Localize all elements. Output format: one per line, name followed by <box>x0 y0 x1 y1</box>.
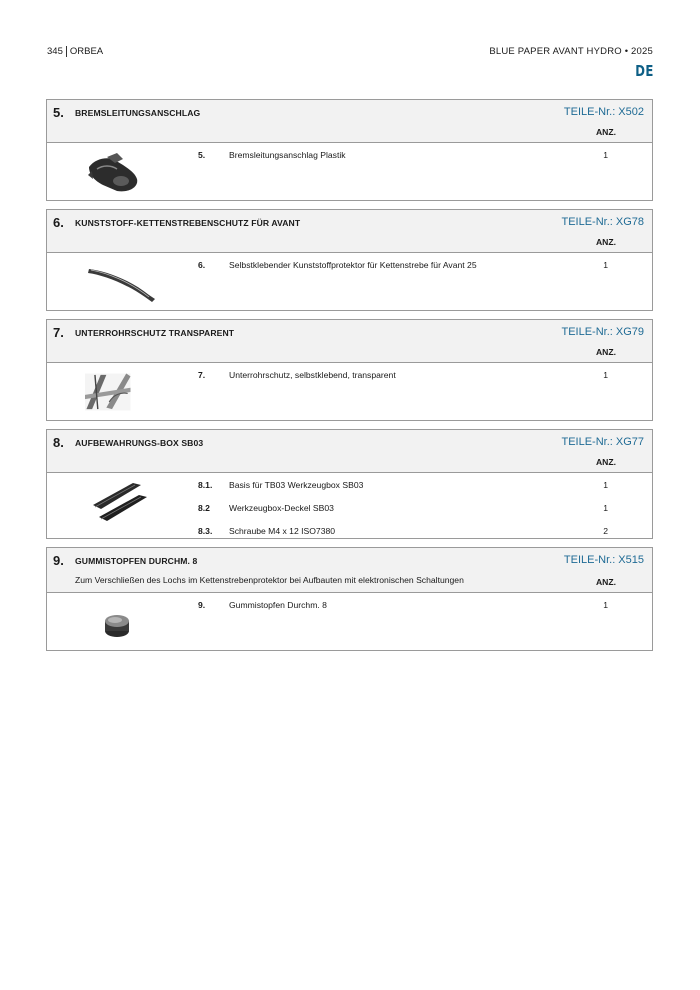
part-section-6 <box>46 209 653 311</box>
row-number: 9. <box>198 600 206 610</box>
row-description: Gummistopfen Durchm. 8 <box>229 600 327 610</box>
section-header <box>47 210 652 253</box>
row-description: Werkzeugbox-Deckel SB03 <box>229 503 334 513</box>
qty-header: ANZ. <box>595 577 616 587</box>
part-section-5 <box>46 99 653 201</box>
part-row <box>47 480 652 494</box>
section-header <box>47 548 652 593</box>
row-description: Selbstklebender Kunststoffprotektor für Kettenstrebe für Avant 25 <box>229 260 477 270</box>
row-number: 8.1. <box>198 480 213 490</box>
section-title: KUNSTSTOFF-KETTENSTREBENSCHUTZ FÜR AVANT <box>75 218 301 228</box>
section-note: Zum Verschließen des Lochs im Kettenstrebenprotektor bei Aufbauten mit elektronischen Schaltungen <box>75 575 464 585</box>
section-header <box>47 100 652 143</box>
part-row <box>47 503 652 517</box>
section-number: 6. <box>53 215 64 230</box>
part-number: TEILE-Nr.: XG79 <box>561 326 644 338</box>
qty-header: ANZ. <box>595 457 616 467</box>
document-title: BLUE PAPER AVANT HYDRO • 2025 <box>489 46 653 57</box>
section-header <box>47 430 652 473</box>
section-title: GUMMISTOPFEN DURCHM. 8 <box>75 556 198 566</box>
row-quantity: 1 <box>603 480 608 490</box>
row-quantity: 1 <box>603 600 608 610</box>
part-row <box>47 526 652 540</box>
header-divider <box>66 46 67 57</box>
row-description: Unterrohrschutz, selbstklebend, transparent <box>229 370 396 380</box>
section-title: AUFBEWAHRUNGS-BOX SB03 <box>75 438 204 448</box>
part-number: TEILE-Nr.: XG77 <box>561 436 644 448</box>
part-number: TEILE-Nr.: X502 <box>563 106 644 118</box>
section-number: 8. <box>53 435 64 450</box>
part-section-7 <box>46 319 653 421</box>
row-number: 8.3. <box>198 526 213 536</box>
qty-header: ANZ. <box>595 127 616 137</box>
part-row <box>47 370 652 384</box>
part-row <box>47 600 652 614</box>
page-header-left <box>47 46 103 57</box>
brand-name: ORBEA <box>69 46 104 57</box>
part-section-8 <box>46 429 653 539</box>
qty-header: ANZ. <box>595 347 616 357</box>
section-number: 7. <box>53 325 64 340</box>
row-number: 8.2 <box>198 503 210 513</box>
qty-header: ANZ. <box>595 237 616 247</box>
row-number: 5. <box>198 150 206 160</box>
row-description: Schraube M4 x 12 ISO7380 <box>229 526 336 536</box>
part-row <box>47 260 652 274</box>
row-quantity: 1 <box>603 370 608 380</box>
row-quantity: 1 <box>603 260 608 270</box>
row-number: 7. <box>198 370 206 380</box>
row-quantity: 1 <box>603 150 608 160</box>
page-number: 345 <box>47 46 63 57</box>
part-number: TEILE-Nr.: X515 <box>563 554 644 566</box>
row-number: 6. <box>198 260 206 270</box>
row-description: Bremsleitungsanschlag Plastik <box>229 150 346 160</box>
language-code: DE <box>635 62 654 80</box>
part-section-9 <box>46 547 653 651</box>
part-number: TEILE-Nr.: XG78 <box>561 216 644 228</box>
row-quantity: 1 <box>603 503 608 513</box>
part-row <box>47 150 652 164</box>
section-number: 9. <box>53 553 64 568</box>
section-title: BREMSLEITUNGSANSCHLAG <box>75 108 201 118</box>
row-description: Basis für TB03 Werkzeugbox SB03 <box>229 480 364 490</box>
section-header <box>47 320 652 363</box>
section-title: UNTERROHRSCHUTZ TRANSPARENT <box>75 328 235 338</box>
section-number: 5. <box>53 105 64 120</box>
row-quantity: 2 <box>603 526 608 536</box>
